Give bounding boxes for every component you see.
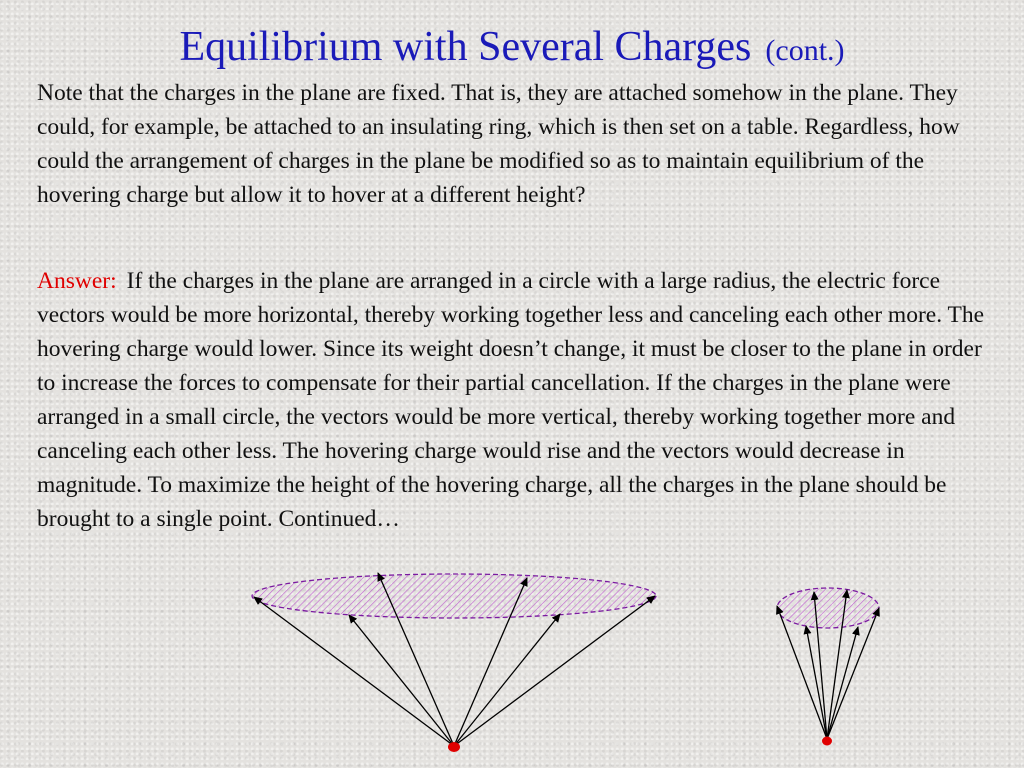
title-text: Equilibrium with Several Charges (179, 24, 752, 70)
title-suffix: (cont.) (765, 34, 845, 67)
small-charge-ring (777, 588, 879, 628)
large-charge-ring (252, 574, 656, 618)
force-vector (254, 597, 454, 746)
hovering-charge (448, 742, 460, 752)
force-vector (454, 596, 655, 746)
force-vector (454, 614, 560, 746)
question-paragraph: Note that the charges in the plane are fixed. That is, they are attached somehow in the plane. They could, for example, be attached to an insulating ring, which is then set on a table. Regardless, how could the arrangement of charges in the plane be modified so as to maintain equilibrium of the hovering charge but allow it to hover at a different height? (37, 80, 960, 208)
answer-label: Answer: (37, 268, 117, 294)
hovering-charge (822, 737, 832, 746)
force-vector (806, 626, 827, 739)
answer-text: If the charges in the plane are arranged in a circle with a large radius, the electric force vectors would be more horizontal, thereby working together less and canceling each other more. The hovering charge would lower. Since its weight doesn’t change, it must be closer to the plane in order to increase the forces to compensate for their partial cancellation. If the charges in the plane were arranged in a small circle, the vectors would be more vertical, thereby working together more and canceling each other less. The hovering charge would rise and the vectors would decrease in magnitude. To maximize the height of the hovering charge, all the charges in the plane should be brought to a single point. Continued… (37, 268, 985, 532)
force-vector (827, 627, 858, 739)
force-vector (349, 615, 454, 746)
